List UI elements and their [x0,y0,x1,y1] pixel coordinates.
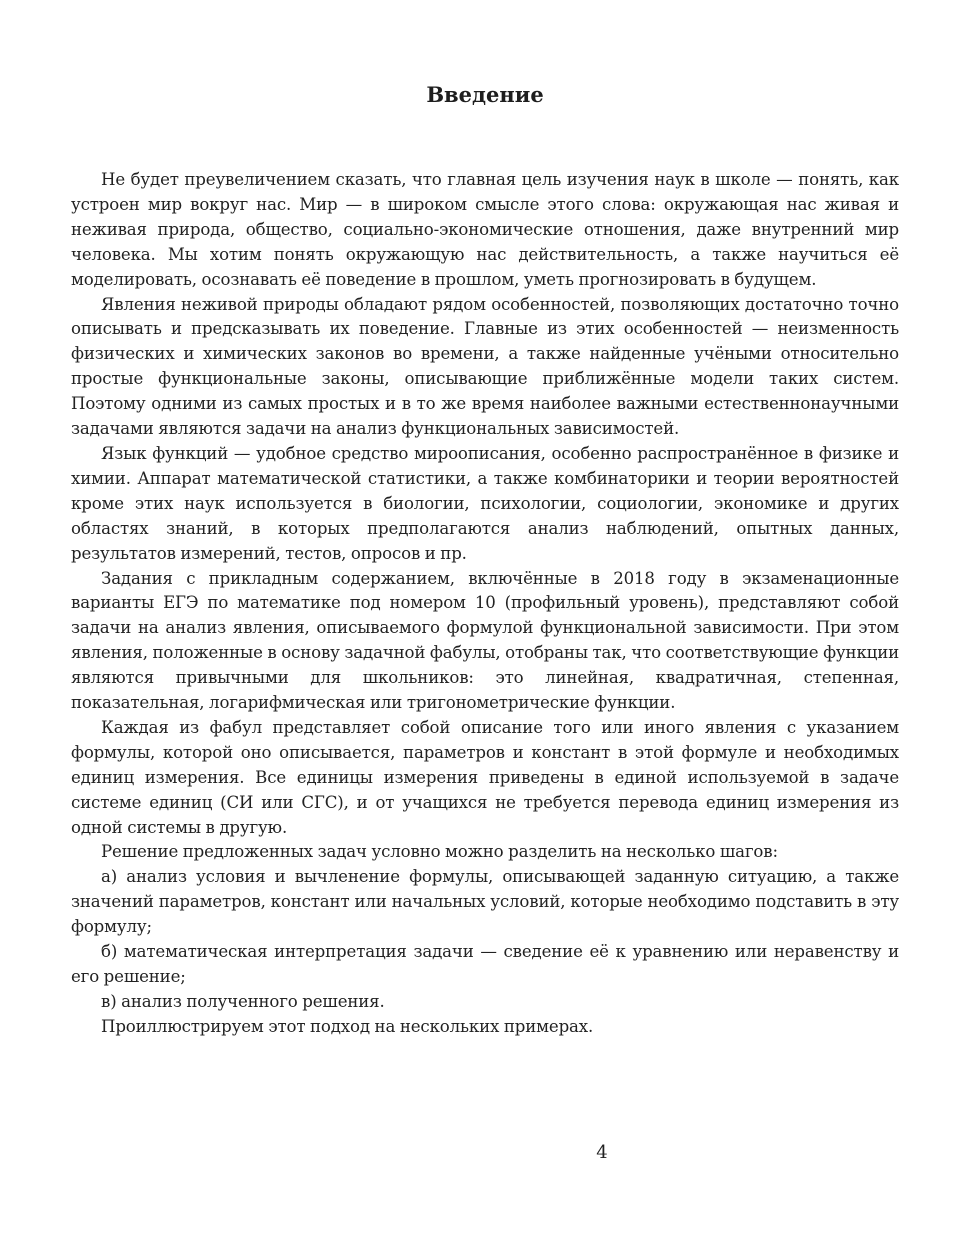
paragraph-conclusion: Проиллюстрируем этот подход на нескольких примерах. [101,1016,594,1036]
list-item-step-c: в) анализ полученного решения. [101,991,385,1011]
paragraph-fables: Каждая из фабул представляет собой описание того или иного явления с указанием формулы, которой оно описывается, параметров и констант в этой формуле и необходимых единиц измерения. Все единицы измерения приведены в единой используемой в задаче системе единиц (СИ или СГС), и от учащихся не требуется перевода единиц измерения из одной системы в другую. [71,717,899,837]
document-body [71,168,899,1040]
paragraph-intro: Не будет преувеличением сказать, что главная цель изучения наук в школе — понять, как устроен мир вокруг нас. Мир — в широком смысле этого слова: окружающая нас живая и неживая природа, общество, социально-экономические отношения, даже внутренний мир человека. Мы хотим понять окружающую нас действительность, а также научиться её моделировать, осознавать её поведение в прошлом, уметь прогнозировать в будущем. [71,170,899,289]
paragraph-ege-tasks: Задания с прикладным содержанием, включённые в 2018 году в экзаменационные варианты ЕГЭ по математике под номером 10 (профильный уровень), представляют собой задачи на анализ явления, описываемого формулой функциональной зависимости. При этом явления, положенные в основу задачной фабулы, отобраны так, что соответствующие функции являются привычными для школьников: это линейная, квадратичная, степенная, показательная, логарифмическая или тригонометрические функции. [71,568,900,713]
paragraph-inanimate-nature: Явления неживой природы обладают рядом особенностей, позволяющих достаточно точно описывать и предсказывать их поведение. Главные из этих особенностей — неизменность физических и химических законов во времени, а также найденные учёными относительно простые функциональные законы, описывающие приближённые модели таких систем. Поэтому одними из самых простых и в то же время наиболее важными естественнонаучными задачами являются задачи на анализ функциональных зависимостей. [71,294,899,439]
paragraph-language-of-functions: Язык функций — удобное средство мироописания, особенно распространённое в физике и химии. Аппарат математической статистики, а также комбинаторики и теории вероятностей кроме этих наук используется в биологии, психологии, социологии, экономике и других областях знаний, в которых предполагаются анализ наблюдений, опытных данных, результатов измерений, тестов, опросов и пр. [71,443,899,563]
page-title: Введение [426,82,544,107]
paragraph-solution-steps: Решение предложенных задач условно можно разделить на несколько шагов: [101,842,778,862]
page-number: 4 [596,1142,608,1163]
list-item-step-a: а) анализ условия и вычленение формулы, описывающей заданную ситуацию, а также значений параметров, констант или начальных условий, которые необходимо подставить в эту формулу; [71,867,899,937]
document-page [71,0,899,1239]
list-item-step-b: б) математическая интерпретация задачи — сведение её к уравнению или неравенству и его решение; [71,942,899,986]
